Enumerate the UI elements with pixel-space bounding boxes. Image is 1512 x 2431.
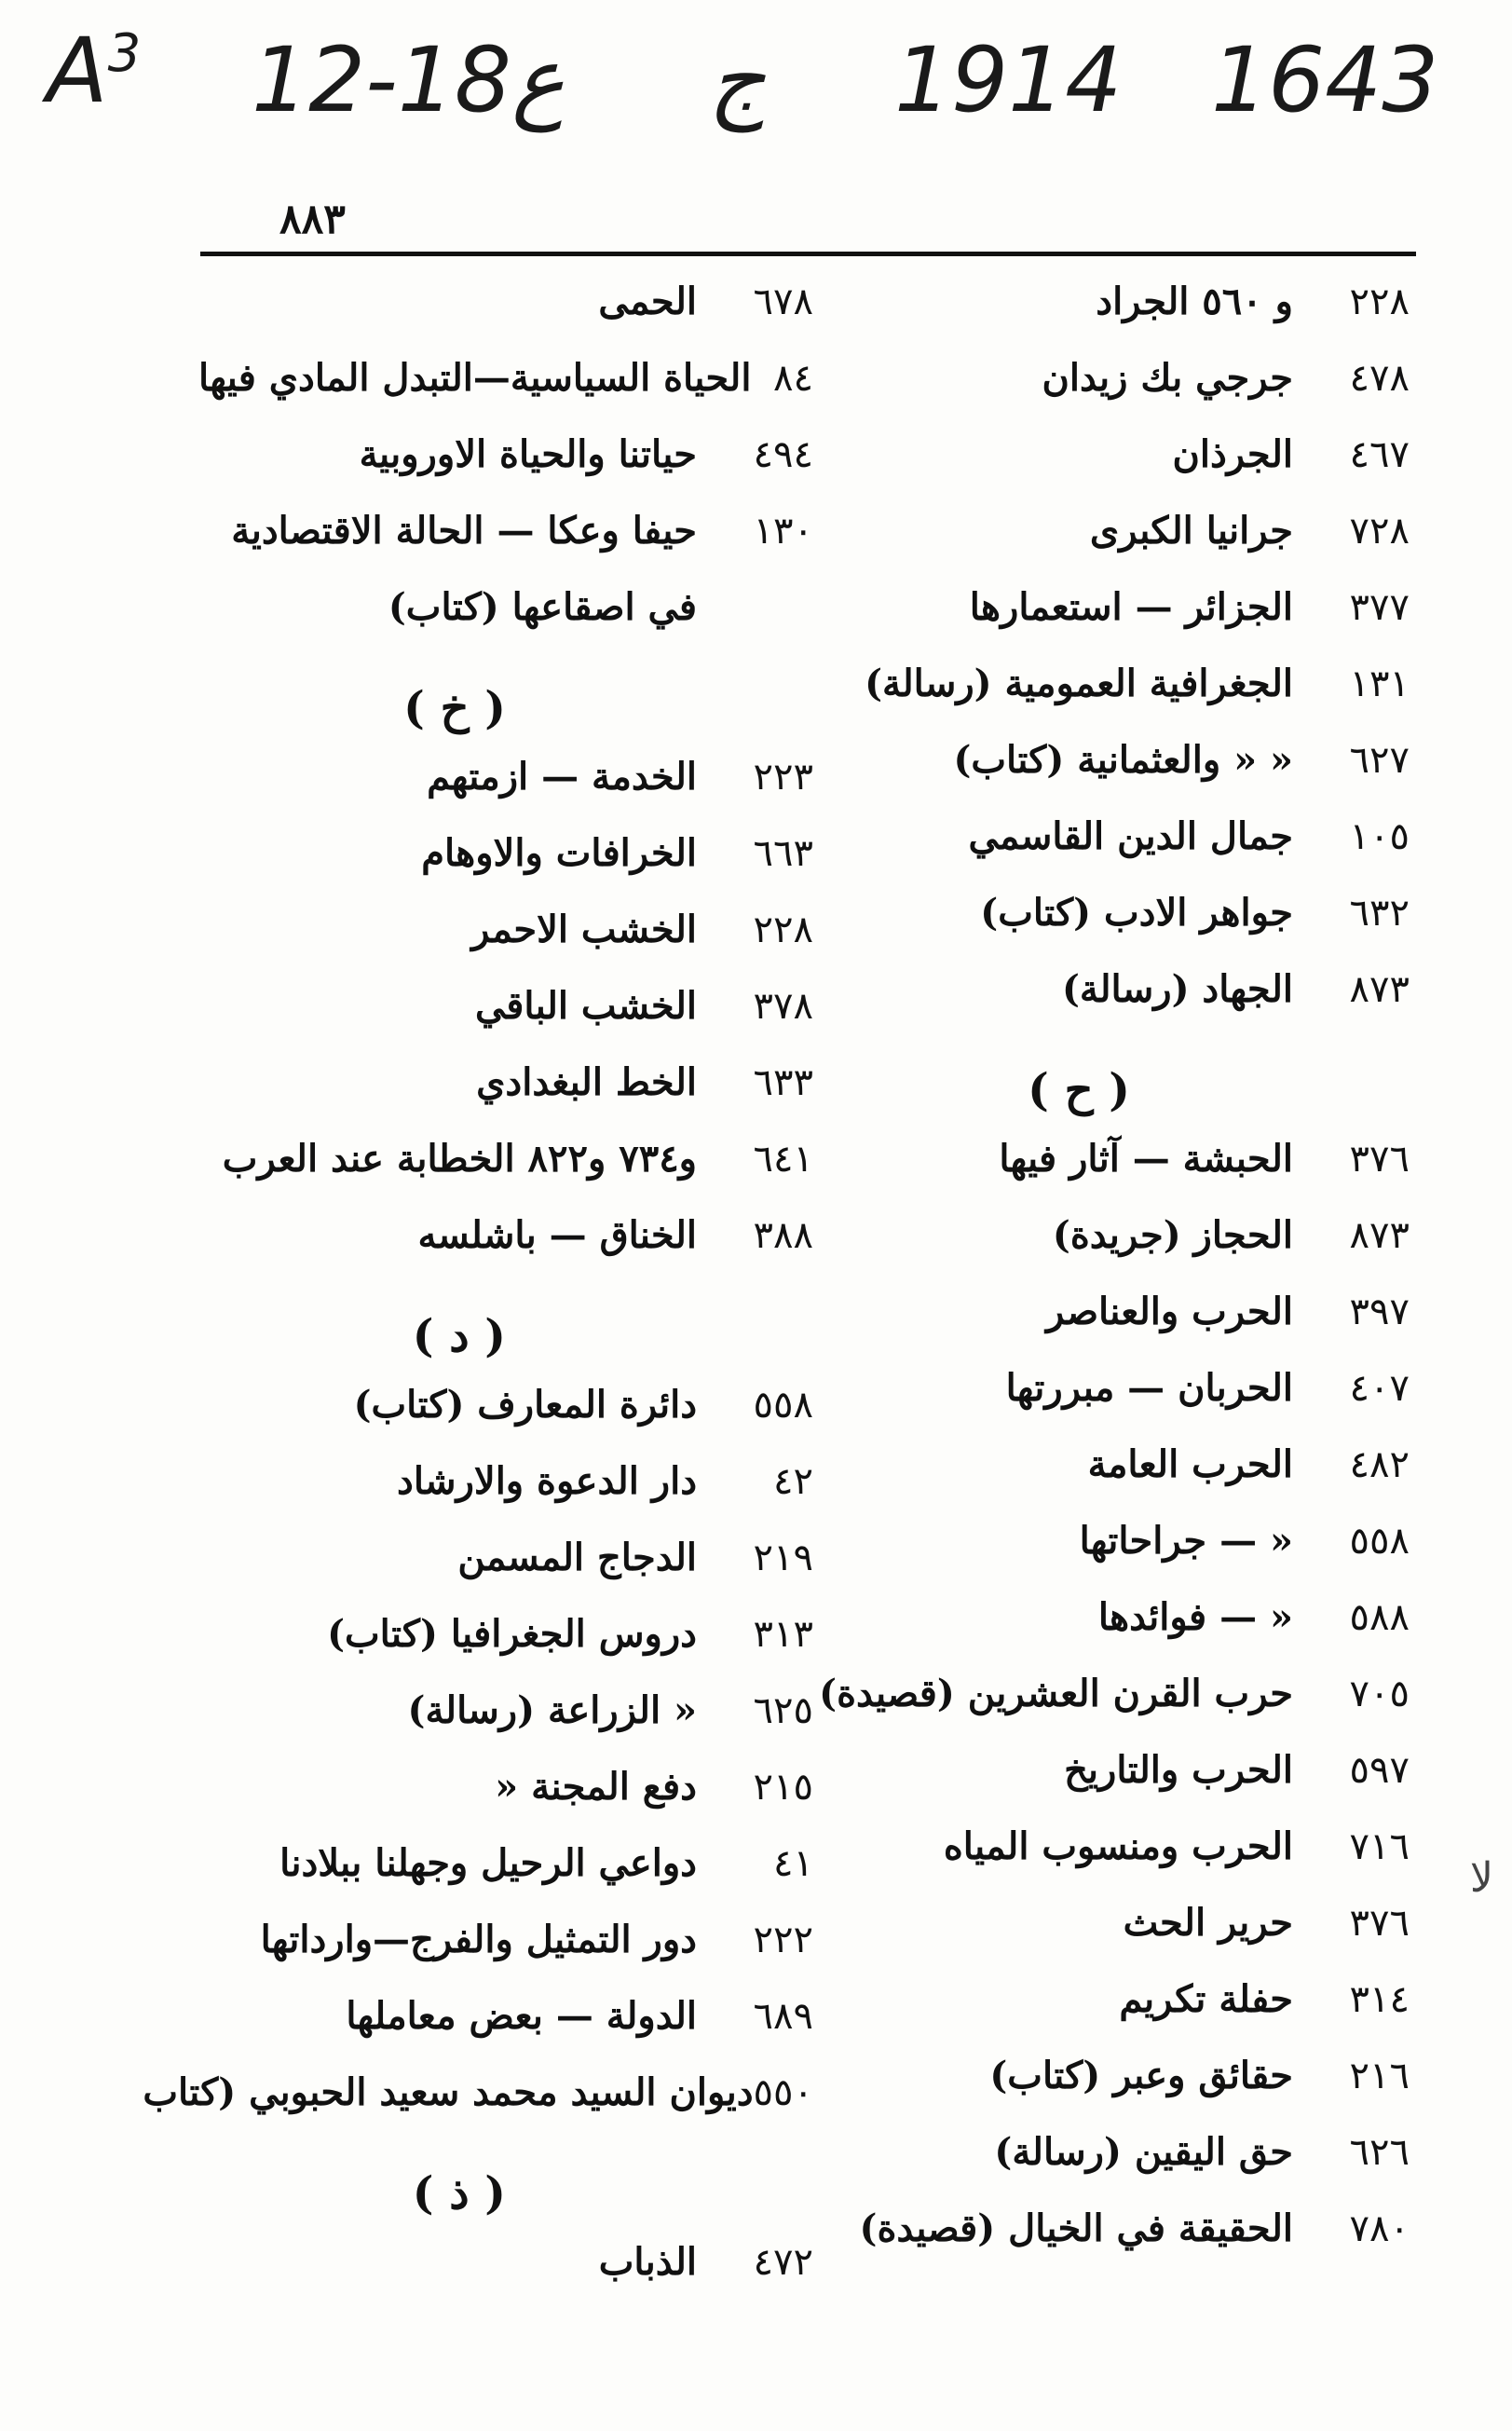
index-entry	[767, 432, 1410, 509]
entry-page-number: ٢٢٣	[753, 756, 813, 799]
entry-title: حرير الحث	[1123, 1901, 1293, 1945]
entry-page-number: ٣٧٧	[1349, 586, 1410, 629]
letter-section-header: ( ح )	[1028, 1064, 1130, 1116]
entry-title: « — جراحاتها	[1079, 1519, 1293, 1563]
entry-page-number: ٥٥٨	[1349, 1520, 1410, 1563]
entry-page-number: ٦٧٨	[753, 280, 813, 323]
entry-title: الحرب العامة	[1087, 1442, 1293, 1486]
entry-title: الجغرافية العمومية (رسالة)	[865, 662, 1293, 705]
entry-title: ديوان السيد محمد سعيد الحبوبي (كتاب	[143, 2070, 754, 2114]
index-entry	[767, 1748, 1410, 1824]
entry-title: حياتنا والحياة الاوروبية	[359, 432, 697, 476]
entry-continuation: في اصقاعها (كتاب)	[388, 585, 697, 629]
index-entry	[767, 1519, 1410, 1595]
entry-page-number: ٨٧٣	[1349, 1214, 1410, 1257]
entry-page-number: ٤٨٢	[1349, 1443, 1410, 1486]
index-entry	[198, 1688, 813, 1765]
index-entry	[198, 280, 813, 356]
entry-page-number: ٦٤١	[753, 1138, 813, 1181]
index-entry	[198, 755, 813, 831]
entry-title: « — فوائدها	[1097, 1595, 1293, 1639]
index-entry	[198, 984, 813, 1060]
margin-mark: ﻻ	[1469, 1854, 1493, 1902]
letter-section-header: ( د )	[412, 1310, 506, 1362]
entry-page-number: ٦٨٩	[753, 1995, 813, 2038]
entry-title: الحرب والعناصر	[1046, 1290, 1293, 1333]
index-column-left	[143, 280, 813, 2316]
entry-page-number: ٧٢٨	[1349, 510, 1410, 553]
entry-page-number: ٨٧٣	[1349, 968, 1410, 1011]
index-entry	[767, 1901, 1410, 1977]
entry-page-number: ٥٩٧	[1349, 1749, 1410, 1792]
index-entry	[767, 1366, 1410, 1442]
entry-title: الجرذان	[1172, 432, 1293, 476]
entry-page-number: ٤٧٨	[1349, 357, 1410, 400]
entry-page-number: ١٣١	[1349, 662, 1410, 705]
entry-title: جرجي بك زيدان	[1042, 356, 1293, 400]
index-entry	[198, 356, 813, 432]
entry-page-number: ٧٨٠	[1349, 2207, 1410, 2250]
index-entry	[767, 2054, 1410, 2130]
index-entry	[198, 1765, 813, 1841]
entry-page-number: ٦٦٣	[753, 832, 813, 875]
annotation-ref: 1643	[1211, 28, 1439, 132]
index-entry	[198, 1383, 813, 1459]
entry-page-number: ٣٩٧	[1349, 1291, 1410, 1333]
entry-page-number: ٢٢٨	[753, 908, 813, 951]
index-entry	[198, 2240, 813, 2316]
index-entry	[767, 814, 1410, 891]
page-number: ٨٨٣	[279, 196, 346, 243]
entry-title: الخرافات والاوهام	[421, 831, 697, 875]
index-entry	[198, 1841, 813, 1918]
entry-page-number: ١٣٠	[753, 510, 813, 553]
entry-title: حرب القرن العشرين (قصيدة)	[819, 1672, 1293, 1715]
index-column-right	[767, 280, 1410, 2283]
entry-title: دفع المجنة «	[495, 1765, 697, 1809]
index-entry	[767, 662, 1410, 738]
entry-title: جواهر الادب (كتاب)	[980, 891, 1293, 935]
index-entry	[767, 2130, 1410, 2206]
entry-page-number: ٣٨٨	[753, 1214, 813, 1257]
entry-title: الحمى	[598, 280, 697, 323]
index-entry	[198, 1137, 813, 1213]
entry-page-number: ٧١٦	[1349, 1825, 1410, 1868]
entry-page-number: ٤٩٤	[753, 433, 813, 476]
entry-page-number: ٤١	[773, 1842, 813, 1885]
entry-title: الذباب	[598, 2240, 697, 2284]
entry-page-number: ٣١٣	[753, 1613, 813, 1656]
index-entry	[767, 585, 1410, 662]
index-entry	[198, 908, 813, 984]
index-entry	[767, 1977, 1410, 2054]
entry-page-number: ٦٢٥	[753, 1689, 813, 1732]
letter-section-header: ( ذ )	[412, 2167, 506, 2219]
entry-page-number: ٤٠٧	[1349, 1367, 1410, 1410]
index-entry	[767, 1213, 1410, 1290]
entry-page-number: ٢٢٨	[1349, 280, 1410, 323]
entry-title: « « والعثمانية (كتاب)	[953, 738, 1293, 782]
index-entry	[198, 432, 813, 509]
entry-title: دائرة المعارف (كتاب)	[353, 1383, 697, 1427]
entry-page-number: ٣١٤	[1349, 1978, 1410, 2021]
entry-page-number: ٣٧٨	[753, 985, 813, 1028]
index-entry	[767, 356, 1410, 432]
entry-page-number: ٦٣٣	[753, 1061, 813, 1104]
index-entry	[767, 1442, 1410, 1519]
index-entry	[767, 738, 1410, 814]
index-entry	[767, 1824, 1410, 1901]
entry-title: الحرب والتاريخ	[1064, 1748, 1293, 1792]
entry-title: دروس الجغرافيا (كتاب)	[327, 1612, 697, 1656]
entry-title: الجهاد (رسالة)	[1062, 967, 1293, 1011]
index-entry	[767, 509, 1410, 585]
entry-title: حفلة تكريم	[1119, 1977, 1293, 2021]
entry-title: الخدمة — ازمتهم	[427, 755, 697, 799]
index-entry	[767, 891, 1410, 967]
annotation-a	[47, 19, 141, 123]
entry-page-number: ٢١٥	[753, 1766, 813, 1809]
entry-title: « الزراعة (رسالة)	[407, 1688, 697, 1732]
entry-title: الخط البغدادي	[476, 1060, 697, 1104]
entry-title: الدجاج المسمن	[457, 1536, 697, 1579]
entry-title: الحبشة — آثار فيها	[999, 1137, 1293, 1181]
entry-page-number: ٧٠٥	[1349, 1673, 1410, 1715]
entry-page-number: ٣٧٦	[1349, 1138, 1410, 1181]
index-entry	[198, 1612, 813, 1688]
entry-title: جمال الدين القاسمي	[968, 814, 1293, 858]
entry-title: الدولة — بعض معاملها	[346, 1994, 697, 2038]
index-entry	[767, 1137, 1410, 1213]
entry-title: الحرب ومنسوب المياه	[943, 1824, 1293, 1868]
entry-page-number: ٥٨٨	[1349, 1596, 1410, 1639]
entry-page-number: ٢٢٢	[753, 1919, 813, 1961]
entry-title: حق اليقين (رسالة)	[994, 2130, 1293, 2174]
index-entry	[767, 2206, 1410, 2283]
index-entry	[143, 2070, 813, 2147]
entry-title: حيفا وعكا — الحالة الاقتصادية	[231, 509, 697, 553]
annotation-ju: ج	[708, 28, 766, 132]
entry-page-number: ١٠٥	[1349, 815, 1410, 858]
index-entry	[198, 831, 813, 908]
entry-page-number: ٦٣٢	[1349, 892, 1410, 935]
entry-title: الجزائر — استعمارها	[969, 585, 1293, 629]
entry-page-number: ٣٧٦	[1349, 1902, 1410, 1945]
header-rule	[200, 252, 1416, 256]
entry-page-number: ٦٢٦	[1349, 2131, 1410, 2174]
entry-page-number: ٤٦٧	[1349, 433, 1410, 476]
annotation-superscript: 3	[107, 23, 142, 84]
entry-title: دواعي الرحيل وجهلنا ببلادنا	[279, 1841, 697, 1885]
index-entry	[198, 1536, 813, 1612]
letter-section-header: ( خ )	[403, 682, 506, 734]
entry-page-number: ٥٥٠	[753, 2071, 813, 2114]
entry-page-number: ٢١٦	[1349, 2055, 1410, 2097]
entry-title: جرانيا الكبرى	[1089, 509, 1293, 553]
entry-title: حقائق وعبر (كتاب)	[989, 2054, 1293, 2097]
entry-page-number: ٥٥٨	[753, 1384, 813, 1427]
entry-title: و ٥٦٠ الجراد	[1096, 280, 1293, 323]
entry-title: الخشب الباقي	[474, 984, 697, 1028]
entry-title: الحجاز (جريدة)	[1052, 1213, 1293, 1257]
entry-page-number: ٦٢٧	[1349, 739, 1410, 782]
entry-title: دور التمثيل والفرج—وارداتها	[260, 1918, 697, 1961]
index-entry	[767, 1290, 1410, 1366]
entry-title: و٧٣٤ و٨٢٢ الخطابة عند العرب	[222, 1137, 697, 1181]
index-entry	[198, 1459, 813, 1536]
entry-page-number: ٢١٩	[753, 1536, 813, 1579]
entry-title: دار الدعوة والارشاد	[397, 1459, 697, 1503]
index-entry	[767, 967, 1410, 1044]
entry-page-number: ٨٤	[773, 357, 813, 400]
index-entry	[767, 1672, 1410, 1748]
annotation-letter: A	[47, 19, 108, 123]
entry-title: الحياة السياسية—التبدل المادي فيها	[198, 356, 752, 400]
index-entry	[767, 1595, 1410, 1672]
annotation-codes: 12-1ع8	[252, 28, 565, 132]
index-entry	[198, 1213, 813, 1290]
index-entry	[198, 509, 813, 585]
index-entry	[767, 280, 1410, 356]
index-entry	[198, 1994, 813, 2070]
entry-page-number: ٤٧٢	[753, 2241, 813, 2284]
entry-page-number: ٤٢	[773, 1460, 813, 1503]
entry-title: الحربان — مبررتها	[1005, 1366, 1293, 1410]
entry-title: الخشب الاحمر	[471, 908, 697, 951]
index-entry	[198, 1060, 813, 1137]
annotation-year: 1914	[894, 28, 1123, 132]
entry-title: الخناق — باشلسه	[417, 1213, 697, 1257]
entry-title: الحقيقة في الخيال (قصيدة)	[859, 2206, 1293, 2250]
index-entry	[198, 1918, 813, 1994]
